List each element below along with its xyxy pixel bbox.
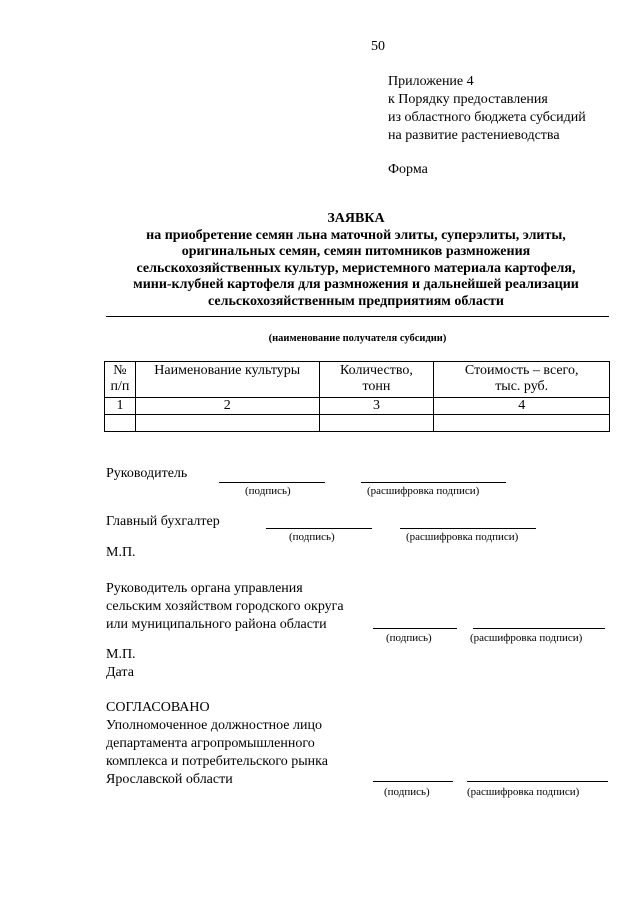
municipal-head-label: Руководитель органа управления сельским хозяйством городского округа или муниципального района области (106, 581, 344, 632)
title-line: сельскохозяйственным предприятиям области (208, 293, 504, 309)
document-title (100, 211, 612, 310)
municipal-decoding-line[interactable] (473, 628, 605, 629)
approval-block: СОГЛАСОВАНО Уполномоченное должностное лицо департамента агропромышленного комплекса и потребительского рынка Ярославской области (106, 700, 328, 787)
accountant-decoding-caption: (расшифровка подписи) (406, 531, 519, 543)
table-cell: 4 (434, 398, 610, 415)
form-label: Форма (388, 162, 428, 177)
director-signature-caption: (подпись) (245, 485, 291, 497)
appendix-line: Приложение 4 (388, 74, 474, 89)
header-cost: Стоимость – всего, тыс. руб. (434, 362, 610, 398)
seal-label: М.П. (106, 647, 136, 662)
title-line: мини-клубней картофеля для размножения и дальнейшей реализации (133, 277, 579, 292)
table-cell: 1 (105, 398, 136, 415)
table-cell: 2 (135, 398, 319, 415)
title-line: оригинальных семян, семян питомников размножения (181, 244, 531, 259)
page-number: 50 (371, 39, 385, 54)
appendix-line: из областного бюджета субсидий (388, 110, 586, 125)
title-line: на приобретение семян льна маточной элиты, суперэлиты, элиты, (146, 227, 566, 243)
appendix-reference (388, 73, 586, 145)
approval-signature-line[interactable] (373, 781, 453, 782)
director-label: Руководитель (106, 466, 188, 481)
director-decoding-line[interactable] (361, 482, 506, 483)
director-signature-line[interactable] (219, 482, 325, 483)
appendix-line: к Порядку предоставления (388, 92, 548, 107)
table-cell: 3 (319, 398, 434, 415)
header-number: № п/п (105, 362, 136, 398)
appendix-line: на развитие растениеводства (388, 128, 560, 143)
header-quantity: Количество, тонн (319, 362, 434, 398)
table-header-row (105, 362, 610, 398)
application-table (104, 361, 610, 432)
approval-decoding-caption: (расшифровка подписи) (467, 786, 580, 798)
municipal-signature-caption: (подпись) (386, 632, 432, 644)
approval-decoding-line[interactable] (467, 781, 608, 782)
accountant-signature-line[interactable] (266, 528, 372, 529)
seal-label: М.П. (106, 545, 136, 560)
table-cell[interactable] (434, 415, 610, 432)
accountant-label: Главный бухгалтер (106, 514, 220, 529)
accountant-signature-caption: (подпись) (289, 531, 335, 543)
municipal-decoding-caption: (расшифровка подписи) (470, 632, 583, 644)
header-crop-name: Наименование культуры (135, 362, 319, 398)
municipal-signature-line[interactable] (373, 628, 457, 629)
title-heading: ЗАЯВКА (327, 211, 385, 226)
recipient-caption: (наименование получателя субсидии) (268, 333, 447, 344)
table-cell[interactable] (105, 415, 136, 432)
director-decoding-caption: (расшифровка подписи) (367, 485, 480, 497)
approval-heading: СОГЛАСОВАНО (106, 700, 210, 715)
table-cell[interactable] (319, 415, 434, 432)
accountant-decoding-line[interactable] (400, 528, 536, 529)
recipient-name-line[interactable] (106, 316, 609, 317)
date-label: Дата (106, 665, 134, 680)
title-line: сельскохозяйственных культур, меристемного материала картофеля, (136, 260, 576, 276)
table-row (105, 415, 610, 432)
table-numbering-row (105, 398, 610, 415)
approval-signature-caption: (подпись) (384, 786, 430, 798)
table-cell[interactable] (135, 415, 319, 432)
